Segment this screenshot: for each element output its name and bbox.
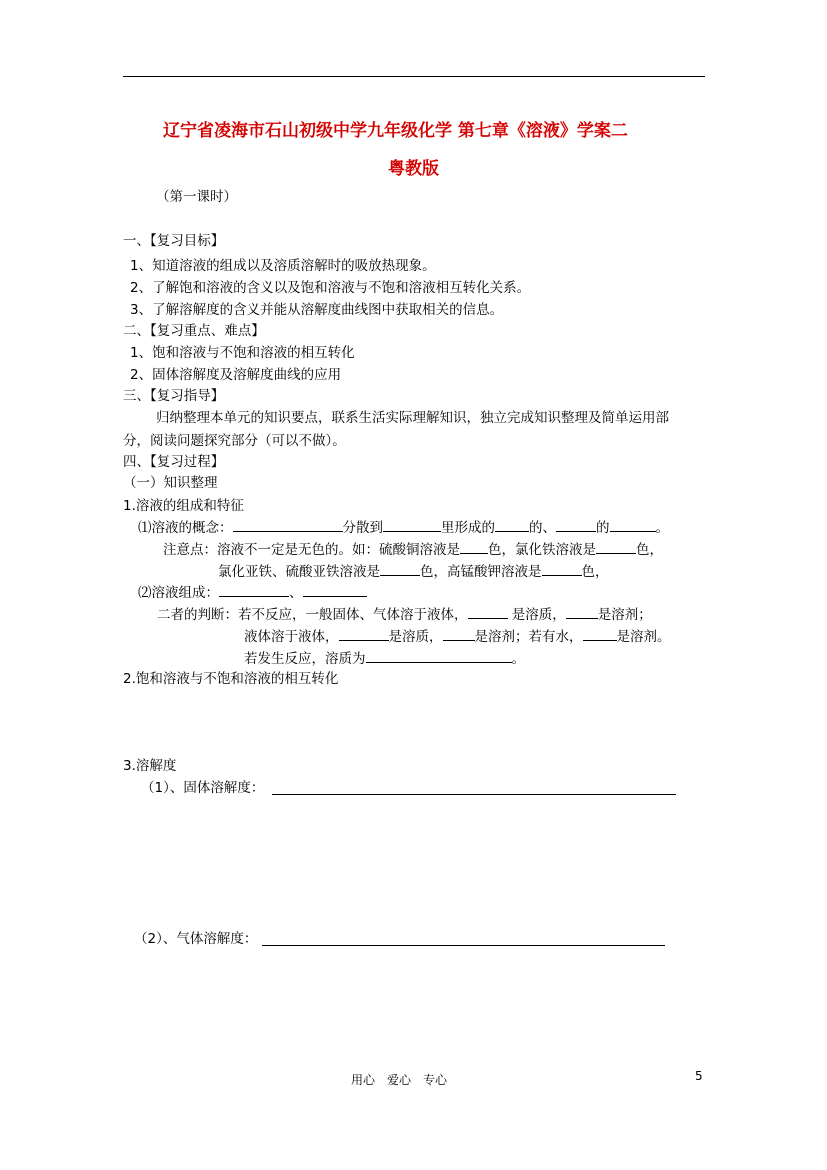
gas-solubility-blank[interactable] (262, 945, 665, 946)
section-heading-guide: 三、【复习指导】 (123, 388, 225, 404)
document-title-line2: 粤教版 (388, 159, 439, 179)
solute-blank[interactable] (366, 648, 512, 663)
document-title: 辽宁省凌海市石山初级中学九年级化学 第七章《溶液》学案二 (163, 121, 628, 141)
topic-composition: 1.溶液的组成和特征 (123, 498, 244, 514)
section-heading-keypoints: 二、【复习重点、难点】 (123, 323, 265, 339)
composition-blank[interactable] (219, 582, 289, 597)
judge-line: 若发生反应，溶质为 。 (244, 648, 525, 669)
solid-solubility-label: （1）、固体溶解度： (141, 780, 265, 796)
color-blank[interactable] (460, 539, 488, 554)
lesson-label: （第一课时） (156, 189, 237, 205)
judge-line: 液体溶于液体， 是溶质， 是溶剂；若有水， 是溶剂。 (244, 626, 671, 647)
concept-text: 分散到 (342, 520, 383, 536)
concept-text: 。 (655, 520, 669, 536)
keypoint-item: 1、饱和溶液与不饱和溶液的相互转化 (130, 345, 355, 361)
note-line: 注意点：溶液不一定是无色的。如：硫酸铜溶液是 色，氯化铁溶液是 色， (163, 539, 663, 560)
goal-item: 1、知道溶液的组成以及溶质溶解时的吸放热现象。 (130, 258, 436, 274)
section-heading-goals: 一、【复习目标】 (123, 233, 225, 249)
color-blank[interactable] (380, 561, 420, 576)
page-number: 5 (695, 1069, 703, 1083)
header-rule (123, 76, 705, 77)
topic-solubility: 3.溶解度 (123, 758, 177, 774)
composition-blank[interactable] (303, 582, 367, 597)
section-heading-process: 四、【复习过程】 (123, 454, 225, 470)
concept-label: ⑴溶液的概念： (138, 520, 233, 536)
concept-blank[interactable] (233, 517, 343, 532)
concept-text: 的、 (529, 520, 556, 536)
guide-paragraph: 归纳整理本单元的知识要点，联系生活实际理解知识，独立完成知识整理及简单运用部 (156, 410, 669, 426)
color-blank[interactable] (542, 561, 582, 576)
judge-blank[interactable] (468, 604, 508, 619)
judge-blank[interactable] (443, 626, 475, 641)
judge-line: 二者的判断：若不反应，一般固体、气体溶于液体， 是溶质， 是溶剂； (157, 604, 652, 625)
concept-text: 里形成的 (441, 520, 495, 536)
gas-solubility-label: （2）、气体溶解度： (134, 931, 258, 947)
concept-blank[interactable] (556, 517, 596, 532)
concept-line (138, 517, 669, 538)
concept-blank[interactable] (610, 517, 656, 532)
goal-item: 2、了解饱和溶液的含义以及饱和溶液与不饱和溶液相互转化关系。 (130, 280, 531, 296)
color-blank[interactable] (596, 539, 636, 554)
judge-blank[interactable] (583, 626, 617, 641)
footer-motto: 用心 爱心 专心 (351, 1073, 448, 1087)
keypoint-item: 2、固体溶解度及溶解度曲线的应用 (130, 367, 342, 383)
goal-item: 3、了解溶解度的含义并能从溶解度曲线图中获取相关的信息。 (130, 302, 504, 318)
composition-line: ⑵溶液组成： 、 (138, 582, 367, 603)
guide-paragraph-cont: 分，阅读问题探究部分（可以不做）。 (123, 433, 346, 449)
judge-blank[interactable] (566, 604, 598, 619)
note-line: 氯化亚铁、硫酸亚铁溶液是 色，高锰酸钾溶液是 色， (218, 561, 609, 582)
judge-blank[interactable] (339, 626, 389, 641)
solid-solubility-blank[interactable] (272, 794, 676, 795)
concept-text: 的 (596, 520, 610, 536)
subsection-knowledge: （一）知识整理 (123, 475, 218, 491)
concept-blank[interactable] (495, 517, 529, 532)
concept-blank[interactable] (383, 517, 441, 532)
topic-saturation: 2.饱和溶液与不饱和溶液的相互转化 (123, 671, 339, 687)
